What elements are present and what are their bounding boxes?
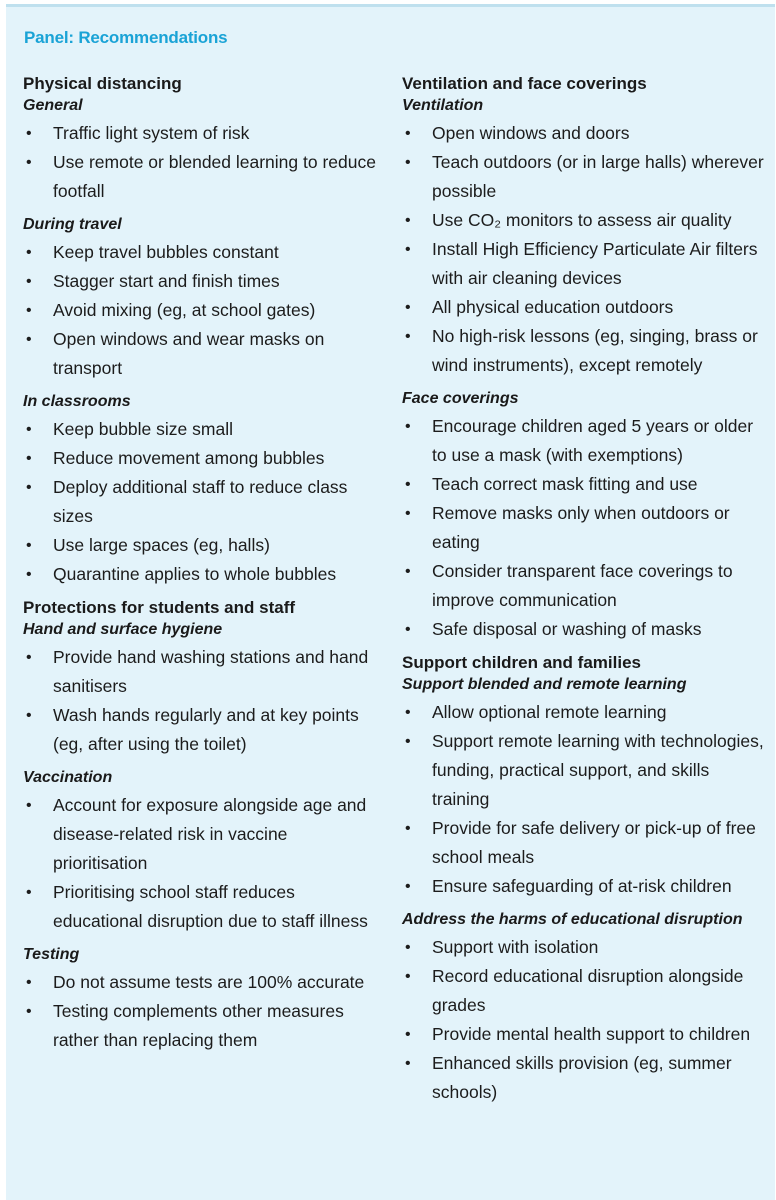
list-item [23, 968, 385, 997]
bullet-icon: • [405, 154, 411, 171]
recommendation-list [23, 238, 385, 383]
list-item-text: Install High Efficiency Particulate Air filters with air cleaning devices [432, 239, 758, 288]
list-item [23, 415, 385, 444]
bullet-icon: • [26, 421, 32, 438]
bullet-icon: • [405, 621, 411, 638]
bullet-icon: • [26, 154, 32, 171]
subsection-title: Testing [23, 946, 80, 963]
list-item-text: Prioritising school staff reduces educational disruption due to staff illness [53, 882, 368, 931]
list-item [23, 238, 385, 267]
list-item-text: Provide mental health support to children [432, 1024, 751, 1044]
list-item-text: Provide for safe delivery or pick-up of free school meals [432, 818, 756, 867]
list-item-text: Do not assume tests are 100% accurate [53, 972, 365, 992]
bullet-icon: • [26, 302, 32, 319]
list-item-text: Account for exposure alongside age and disease-related risk in vaccine prioritisation [53, 795, 367, 873]
bullet-icon: • [405, 505, 411, 522]
group-hand-and-surface-hygiene [23, 619, 385, 759]
section-ventilation-and-face-coverings [402, 73, 768, 644]
bullet-icon: • [405, 328, 411, 345]
recommendation-list [23, 643, 385, 759]
list-item-text: Traffic light system of risk [53, 123, 250, 143]
recommendation-list [402, 412, 768, 644]
recommendation-list [23, 415, 385, 589]
list-item-text: Keep bubble size small [53, 419, 233, 439]
list-item [402, 1049, 768, 1107]
list-item [23, 643, 385, 701]
recommendation-list [402, 698, 768, 901]
subsection-title: During travel [23, 216, 122, 233]
recommendation-list [402, 119, 768, 380]
bullet-icon: • [26, 566, 32, 583]
list-item [23, 267, 385, 296]
list-item [402, 322, 768, 380]
list-item [402, 1020, 768, 1049]
bullet-icon: • [405, 563, 411, 580]
list-item-text: All physical education outdoors [432, 297, 674, 317]
recommendation-list [23, 119, 385, 206]
bullet-icon: • [405, 1055, 411, 1072]
list-item-text: Teach outdoors (or in large halls) wherever possible [432, 152, 764, 201]
list-item [402, 698, 768, 727]
list-item [402, 557, 768, 615]
list-item [402, 206, 768, 235]
list-item-text: Quarantine applies to whole bubbles [53, 564, 337, 584]
list-item [23, 444, 385, 473]
list-item [402, 872, 768, 901]
list-item [23, 296, 385, 325]
left-column [23, 73, 385, 1063]
bullet-icon: • [26, 479, 32, 496]
list-item [402, 962, 768, 1020]
subsection-title: Face coverings [402, 390, 519, 407]
list-item-text: Wash hands regularly and at key points (eg, after using the toilet) [53, 705, 359, 754]
section-title: Ventilation and face coverings [402, 74, 647, 93]
list-item [402, 412, 768, 470]
section-title: Support children and families [402, 653, 641, 672]
bullet-icon: • [26, 707, 32, 724]
list-item [23, 119, 385, 148]
section-support-children-and-families [402, 652, 768, 1107]
list-item [402, 148, 768, 206]
bullet-icon: • [26, 125, 32, 142]
bullet-icon: • [26, 884, 32, 901]
bullet-icon: • [405, 704, 411, 721]
list-item [402, 814, 768, 872]
recommendations-panel [6, 4, 775, 1200]
list-item [402, 499, 768, 557]
list-item [23, 325, 385, 383]
bullet-icon: • [405, 212, 411, 229]
bullet-icon: • [405, 1026, 411, 1043]
list-item-text: Encourage children aged 5 years or older to use a mask (with exemptions) [432, 416, 754, 465]
list-item-text: Open windows and doors [432, 123, 630, 143]
list-item [23, 997, 385, 1055]
section-physical-distancing [23, 73, 385, 589]
list-item-text: Provide hand washing stations and hand sanitisers [53, 647, 369, 696]
list-item [23, 701, 385, 759]
list-item-text: Teach correct mask fitting and use [432, 474, 698, 494]
list-item-text: Enhanced skills provision (eg, summer schools) [432, 1053, 732, 1102]
group-face-coverings [402, 388, 768, 644]
list-item [402, 615, 768, 644]
bullet-icon: • [26, 273, 32, 290]
bullet-icon: • [405, 125, 411, 142]
group-support-blended-and-remote-learning [402, 674, 768, 901]
right-column [402, 73, 768, 1115]
recommendation-list [23, 791, 385, 936]
list-item-text: Remove masks only when outdoors or eating [432, 503, 730, 552]
list-item [402, 933, 768, 962]
list-item-text: Testing complements other measures rather than replacing them [53, 1001, 344, 1050]
group-vaccination [23, 767, 385, 936]
list-item-text: Use large spaces (eg, halls) [53, 535, 270, 555]
list-item-text: Use CO₂ monitors to assess air quality [432, 210, 732, 230]
list-item [402, 119, 768, 148]
list-item [23, 473, 385, 531]
group-in-classrooms [23, 391, 385, 589]
section-protections-for-students-and-staff [23, 597, 385, 1055]
list-item-text: Allow optional remote learning [432, 702, 667, 722]
list-item-text: Safe disposal or washing of masks [432, 619, 702, 639]
list-item-text: Support remote learning with technologies, funding, practical support, and skills training [432, 731, 764, 809]
list-item [402, 727, 768, 814]
subsection-title: Hand and surface hygiene [23, 621, 223, 638]
list-item-text: Keep travel bubbles constant [53, 242, 279, 262]
list-item-text: Avoid mixing (eg, at school gates) [53, 300, 316, 320]
list-item-text: Reduce movement among bubbles [53, 448, 325, 468]
list-item [23, 791, 385, 878]
bullet-icon: • [26, 450, 32, 467]
group-testing [23, 944, 385, 1055]
list-item [23, 531, 385, 560]
subsection-title: Vaccination [23, 769, 113, 786]
bullet-icon: • [405, 476, 411, 493]
bullet-icon: • [26, 649, 32, 666]
group-address-the-harms-of-educational-disruption [402, 909, 768, 1107]
bullet-icon: • [26, 537, 32, 554]
panel-title: Panel: Recommendations [24, 28, 228, 47]
list-item [23, 560, 385, 589]
bullet-icon: • [405, 418, 411, 435]
subsection-title: Ventilation [402, 97, 484, 114]
list-item-text: Consider transparent face coverings to improve communication [432, 561, 733, 610]
list-item [23, 148, 385, 206]
list-item [402, 235, 768, 293]
group-during-travel [23, 214, 385, 383]
section-title: Protections for students and staff [23, 598, 296, 617]
list-item-text: Record educational disruption alongside grades [432, 966, 744, 1015]
list-item [23, 878, 385, 936]
list-item-text: No high-risk lessons (eg, singing, brass or wind instruments), except remotely [432, 326, 758, 375]
list-item-text: Ensure safeguarding of at-risk children [432, 876, 732, 896]
subsection-title: Address the harms of educational disruption [402, 911, 743, 928]
list-item-text: Support with isolation [432, 937, 599, 957]
list-item-text: Deploy additional staff to reduce class sizes [53, 477, 348, 526]
bullet-icon: • [26, 974, 32, 991]
subsection-title: Support blended and remote learning [402, 676, 687, 693]
group-ventilation [402, 95, 768, 380]
bullet-icon: • [405, 968, 411, 985]
section-title: Physical distancing [23, 74, 182, 93]
bullet-icon: • [26, 244, 32, 261]
bullet-icon: • [405, 733, 411, 750]
group-general [23, 95, 385, 206]
bullet-icon: • [405, 299, 411, 316]
bullet-icon: • [405, 878, 411, 895]
recommendation-list [23, 968, 385, 1055]
subsection-title: General [23, 97, 83, 114]
bullet-icon: • [26, 1003, 32, 1020]
bullet-icon: • [405, 939, 411, 956]
list-item-text: Stagger start and finish times [53, 271, 280, 291]
list-item-text: Open windows and wear masks on transport [53, 329, 325, 378]
bullet-icon: • [26, 797, 32, 814]
subsection-title: In classrooms [23, 393, 131, 410]
list-item [402, 470, 768, 499]
recommendation-list [402, 933, 768, 1107]
list-item [402, 293, 768, 322]
bullet-icon: • [405, 820, 411, 837]
list-item-text: Use remote or blended learning to reduce footfall [53, 152, 376, 201]
bullet-icon: • [405, 241, 411, 258]
bullet-icon: • [26, 331, 32, 348]
